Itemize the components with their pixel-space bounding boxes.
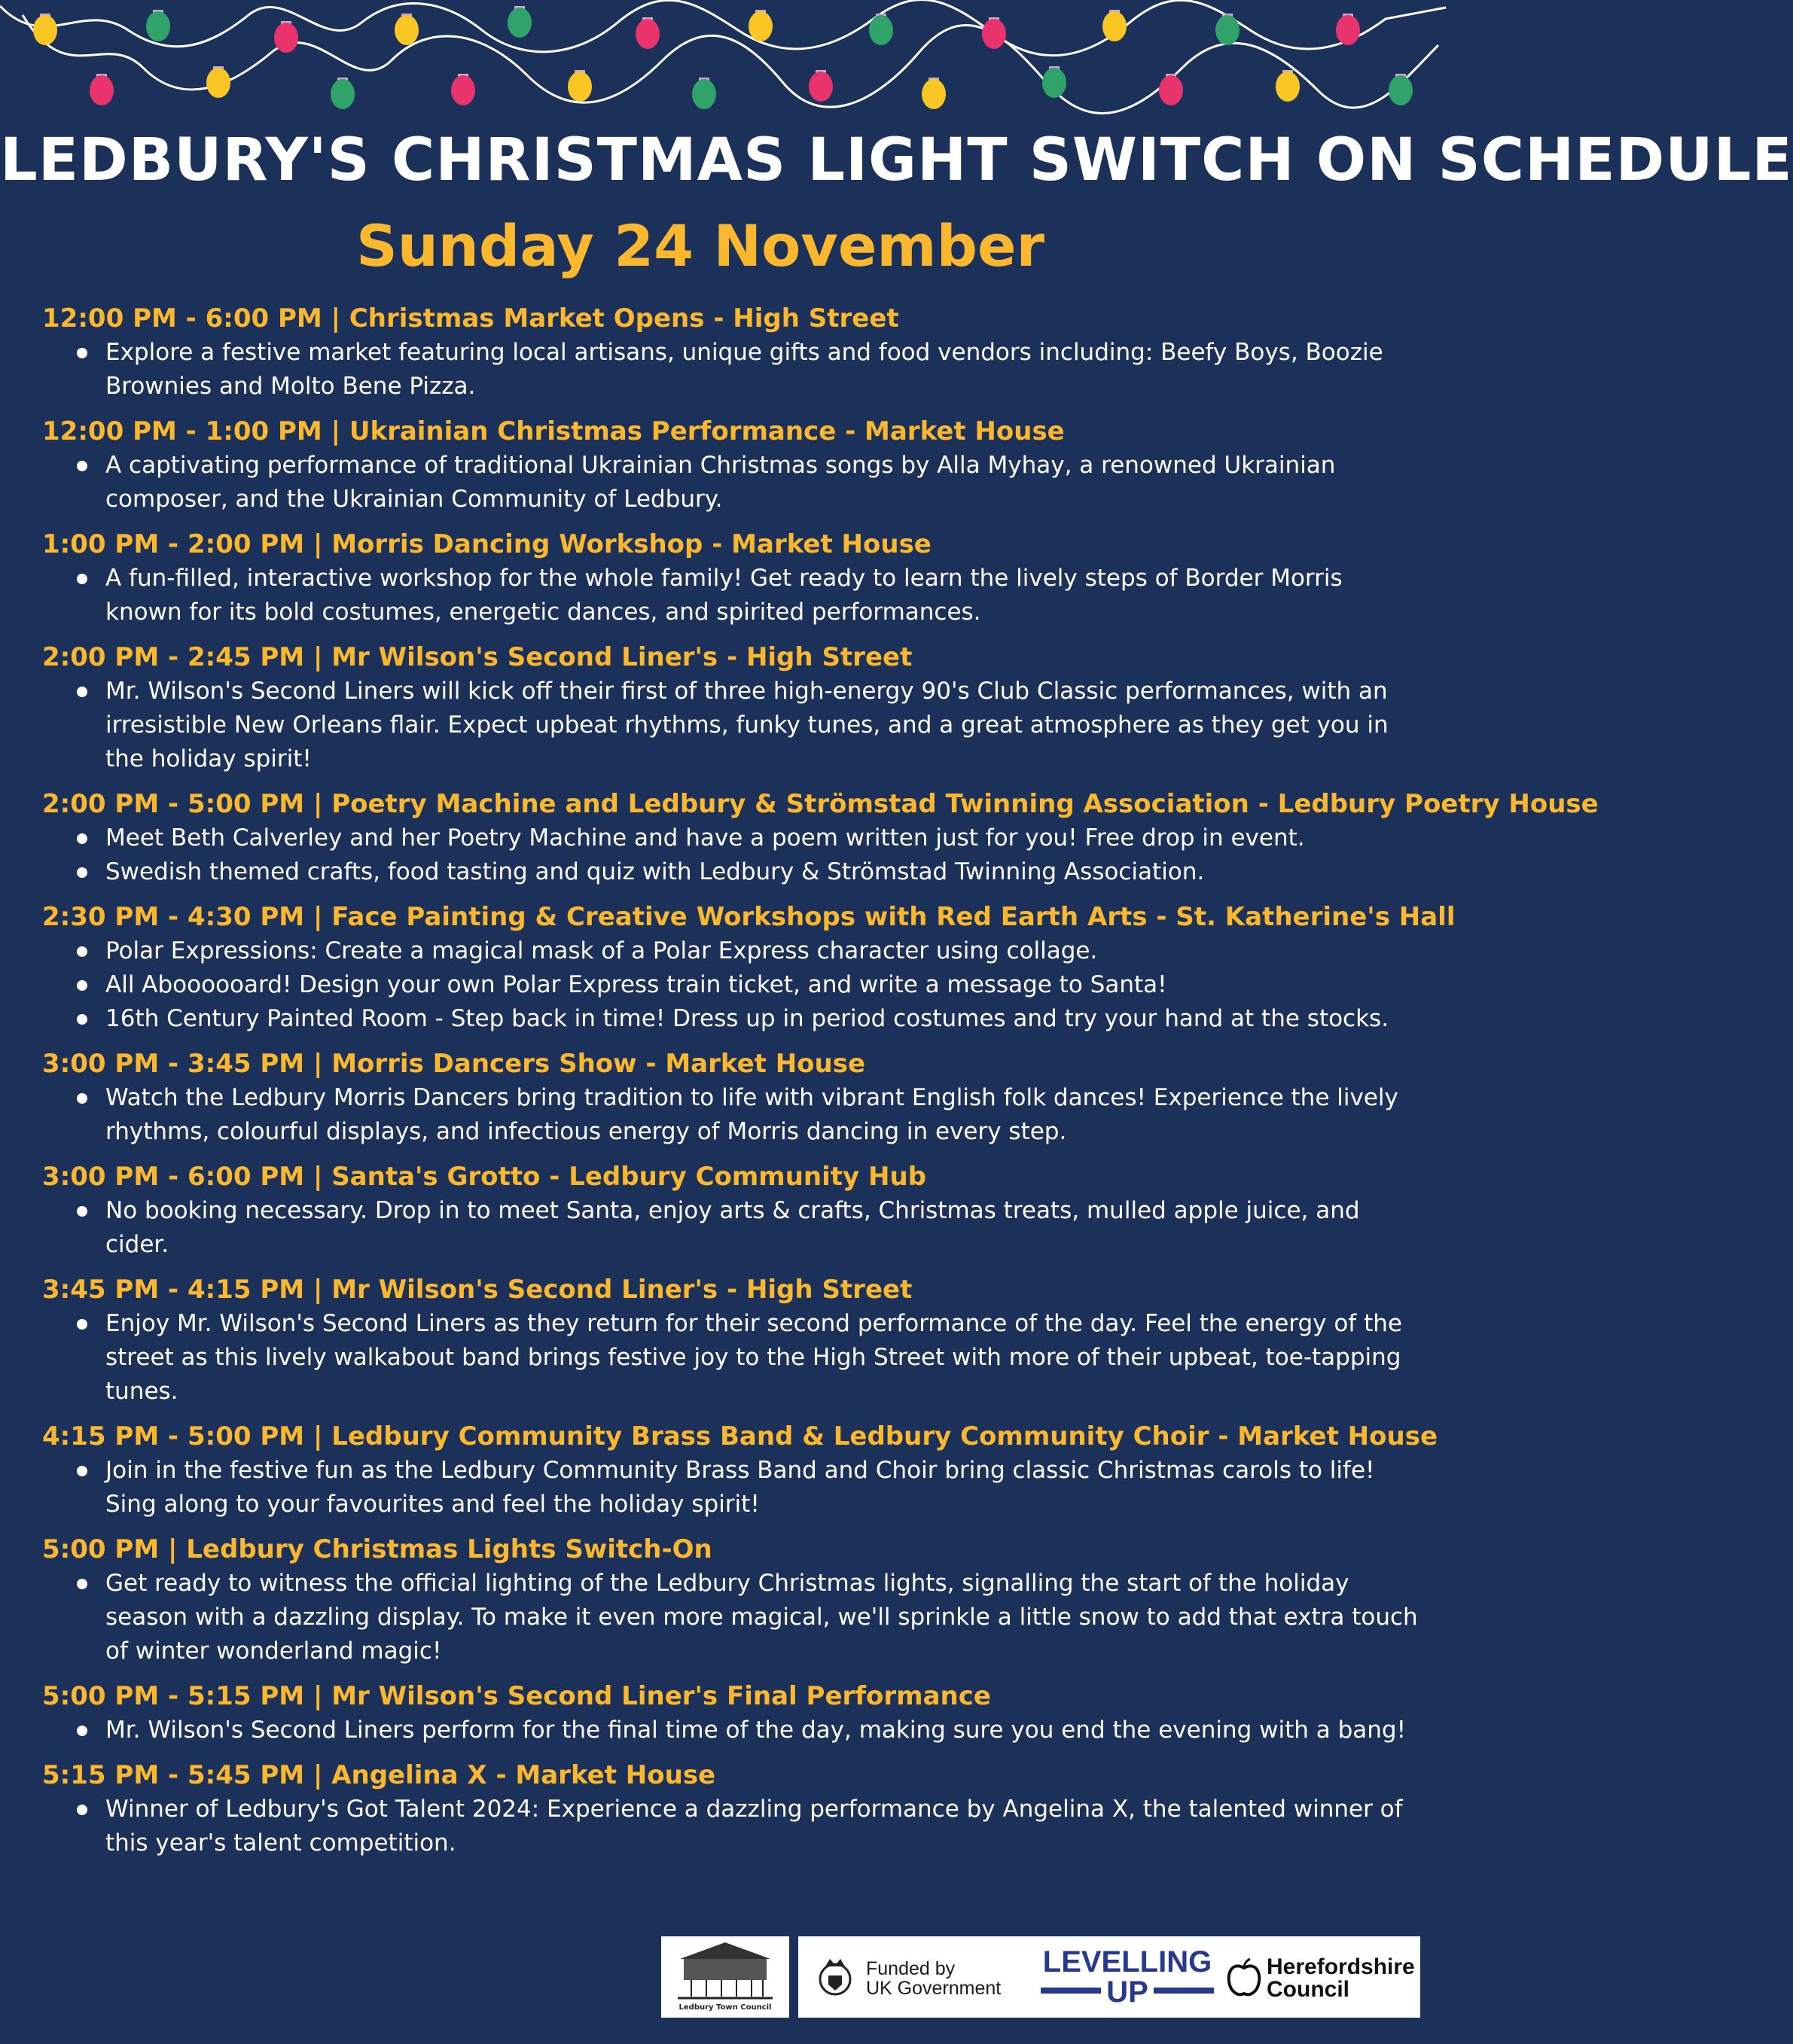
event-detail-item: No booking necessary. Drop in to meet Santa, enjoy arts & crafts, Christmas treats, mulled apple juice, and cider. [105,1194,1420,1262]
event-detail-item: Get ready to witness the official lighting of the Ledbury Christmas lights, signalling the start of the holiday season with a dazzling display. To make it even more magical, we'll sprinkle a little snow to add that extra touch of winter wonderland magic! [105,1567,1420,1668]
schedule-event [42,301,1420,404]
event-date: Sunday 24 November [355,212,1045,279]
schedule-event [42,1159,1420,1262]
event-detail-item: Join in the festive fun as the Ledbury Community Brass Band and Choir bring classic Christmas carols to life! Sing along to your favourites and feel the holiday spirit! [105,1454,1420,1522]
event-heading: 5:15 PM - 5:45 PM | Angelina X - Market House [42,1760,716,1790]
schedule-event [42,1272,1420,1409]
partner-logos-panel [798,1936,1420,2018]
apple-icon [1226,1957,1262,1998]
event-detail-item: Enjoy Mr. Wilson's Second Liners as they return for their second performance of the day. Feel the energy of the street as this lively walkabout band brings festive joy to the High Street with more of their upbeat, toe-tapping tunes. [105,1307,1420,1409]
funded-by-line2: UK Government [866,1978,1002,1999]
light-bulb-icon [568,70,592,102]
event-detail-item: Mr. Wilson's Second Liners will kick off their first of three high-energy 90's Club Classic performances, with an irresistible New Orleans flair. Expect upbeat rhythms, funky tunes, and a great atmosphere as they get you in the holiday spirit! [105,675,1420,776]
light-bulb-icon [395,14,419,45]
schedule-event [42,527,1420,629]
market-house-icon [661,1936,789,2004]
event-detail-item: Swedish themed crafts, food tasting and quiz with Ledbury & Strömstad Twinning Association. [105,855,1420,889]
event-heading: 2:00 PM - 2:45 PM | Mr Wilson's Second Liner's - High Street [42,642,913,672]
event-details [42,1307,1420,1409]
event-detail-item: Mr. Wilson's Second Liners perform for the final time of the day, making sure you end the evening with a bang! [105,1713,1420,1747]
levelling-up-bar-right [1154,1988,1214,1994]
light-bulb-icon [331,78,355,109]
event-heading: 1:00 PM - 2:00 PM | Morris Dancing Workshop - Market House [42,529,932,559]
event-details [42,1081,1420,1149]
schedule-event [42,1679,1420,1747]
event-heading: 2:30 PM - 4:30 PM | Face Painting & Creative Workshops with Red Earth Arts - St. Katherine's Hall [42,902,1456,932]
schedule-event [42,1419,1438,1522]
funded-by-line1: Funded by [866,1958,956,1979]
event-details [42,1454,1420,1522]
event-details [42,934,1420,1036]
light-bulb-icon [1389,74,1413,105]
schedule-event [42,1532,1420,1668]
event-heading: 12:00 PM - 6:00 PM | Christmas Market Opens - High Street [42,303,899,334]
light-bulb-icon [274,21,298,53]
light-bulb-icon [451,74,475,105]
christmas-lights-garland [0,0,1446,128]
light-bulb-icon [1215,14,1240,45]
event-heading: 5:00 PM | Ledbury Christmas Lights Switch-On [42,1534,712,1564]
event-heading: 3:00 PM - 3:45 PM | Morris Dancers Show - Market House [42,1049,866,1079]
levelling-line1: LEVELLING [1042,1945,1212,1979]
light-bulb-icon [90,74,114,105]
event-details [42,1713,1420,1747]
event-detail-item: 16th Century Painted Room - Step back in time! Dress up in period costumes and try your hand at the stocks. [105,1002,1420,1036]
light-bulb-icon [809,70,833,102]
light-bulb-icon [692,78,716,109]
event-details [42,1793,1420,1860]
event-details [42,1194,1420,1262]
schedule-list [42,301,1599,1871]
levelling-up-bar-left [1041,1988,1101,1994]
funded-by-uk-government [866,1959,1001,1998]
council-line2: Council [1267,1977,1349,2002]
event-details [42,562,1420,629]
light-bulb-icon [33,14,57,45]
schedule-event [42,414,1420,516]
page-title: LEDBURY'S CHRISTMAS LIGHT SWITCH ON SCHEDULE [0,126,1793,194]
event-heading: 3:45 PM - 4:15 PM | Mr Wilson's Second Liner's - High Street [42,1275,913,1305]
royal-crest-icon [813,1956,857,2000]
event-detail-item: Explore a festive market featuring local artisans, unique gifts and food vendors including: Beefy Boys, Boozie Brownies and Molto Bene Pizza. [105,336,1420,404]
event-detail-item: A fun-filled, interactive workshop for the whole family! Get ready to learn the lively steps of Border Morris known for its bold costumes, energetic dances, and spirited performances. [105,562,1420,629]
light-bulb-icon [206,66,230,98]
event-heading: 2:00 PM - 5:00 PM | Poetry Machine and Ledbury & Strömstad Twinning Association - Ledbury Poetry House [42,789,1599,819]
levelling-up-logo [1041,1947,1214,2007]
light-bulb-icon [922,78,946,109]
light-bulb-icon [1336,14,1360,45]
ledbury-town-council-logo [661,1936,789,2018]
schedule-event [42,1758,1420,1860]
event-heading: 3:00 PM - 6:00 PM | Santa's Grotto - Ledbury Community Hub [42,1162,927,1192]
light-bulb-icon [1042,66,1066,98]
light-bulb-icon [1276,70,1300,102]
herefordshire-council-logo [1267,1956,1415,2001]
schedule-event [42,787,1599,889]
event-detail-item: Watch the Ledbury Morris Dancers bring tradition to life with vibrant English folk dances! Experience the lively rhythms, colourful displays, and infectious energy of Morris dancing in every step. [105,1081,1420,1149]
sponsor-logos [661,1936,1420,2018]
event-detail-item: All Aboooooard! Design your own Polar Express train ticket, and write a message to Santa! [105,968,1420,1002]
event-details [42,449,1420,516]
event-detail-item: Polar Expressions: Create a magical mask of a Polar Express character using collage. [105,934,1420,968]
event-details [42,675,1420,776]
light-bulb-icon [636,17,660,49]
schedule-event [42,900,1456,1036]
light-bulb-icon [749,10,773,41]
event-detail-item: A captivating performance of traditional Ukrainian Christmas songs by Alla Myhay, a renowned Ukrainian composer, and the Ukrainian Community of Ledbury. [105,449,1420,516]
levelling-line2: UP [1106,1975,1148,2009]
schedule-event [42,1046,1420,1149]
event-heading: 4:15 PM - 5:00 PM | Ledbury Community Brass Band & Ledbury Community Choir - Market House [42,1421,1438,1452]
council-line1: Herefordshire [1267,1954,1415,1979]
event-heading: 5:00 PM - 5:15 PM | Mr Wilson's Second Liner's Final Performance [42,1681,991,1711]
event-details [42,336,1420,404]
light-bulb-icon [1102,10,1127,41]
light-bulb-icon [508,6,532,38]
ledbury-town-council-label: Ledbury Town Council [678,2003,772,2012]
event-detail-item: Meet Beth Calverley and her Poetry Machine and have a poem written just for you! Free drop in event. [105,821,1420,855]
event-detail-item: Winner of Ledbury's Got Talent 2024: Experience a dazzling performance by Angelina X, the talented winner of this year's talent competition. [105,1793,1420,1860]
light-bulb-icon [982,17,1006,49]
event-heading: 12:00 PM - 1:00 PM | Ukrainian Christmas Performance - Market House [42,416,1065,446]
event-details [42,821,1420,889]
light-bulb-icon [146,10,170,41]
event-details [42,1567,1420,1668]
schedule-event [42,640,1420,776]
light-bulb-icon [1159,74,1183,105]
